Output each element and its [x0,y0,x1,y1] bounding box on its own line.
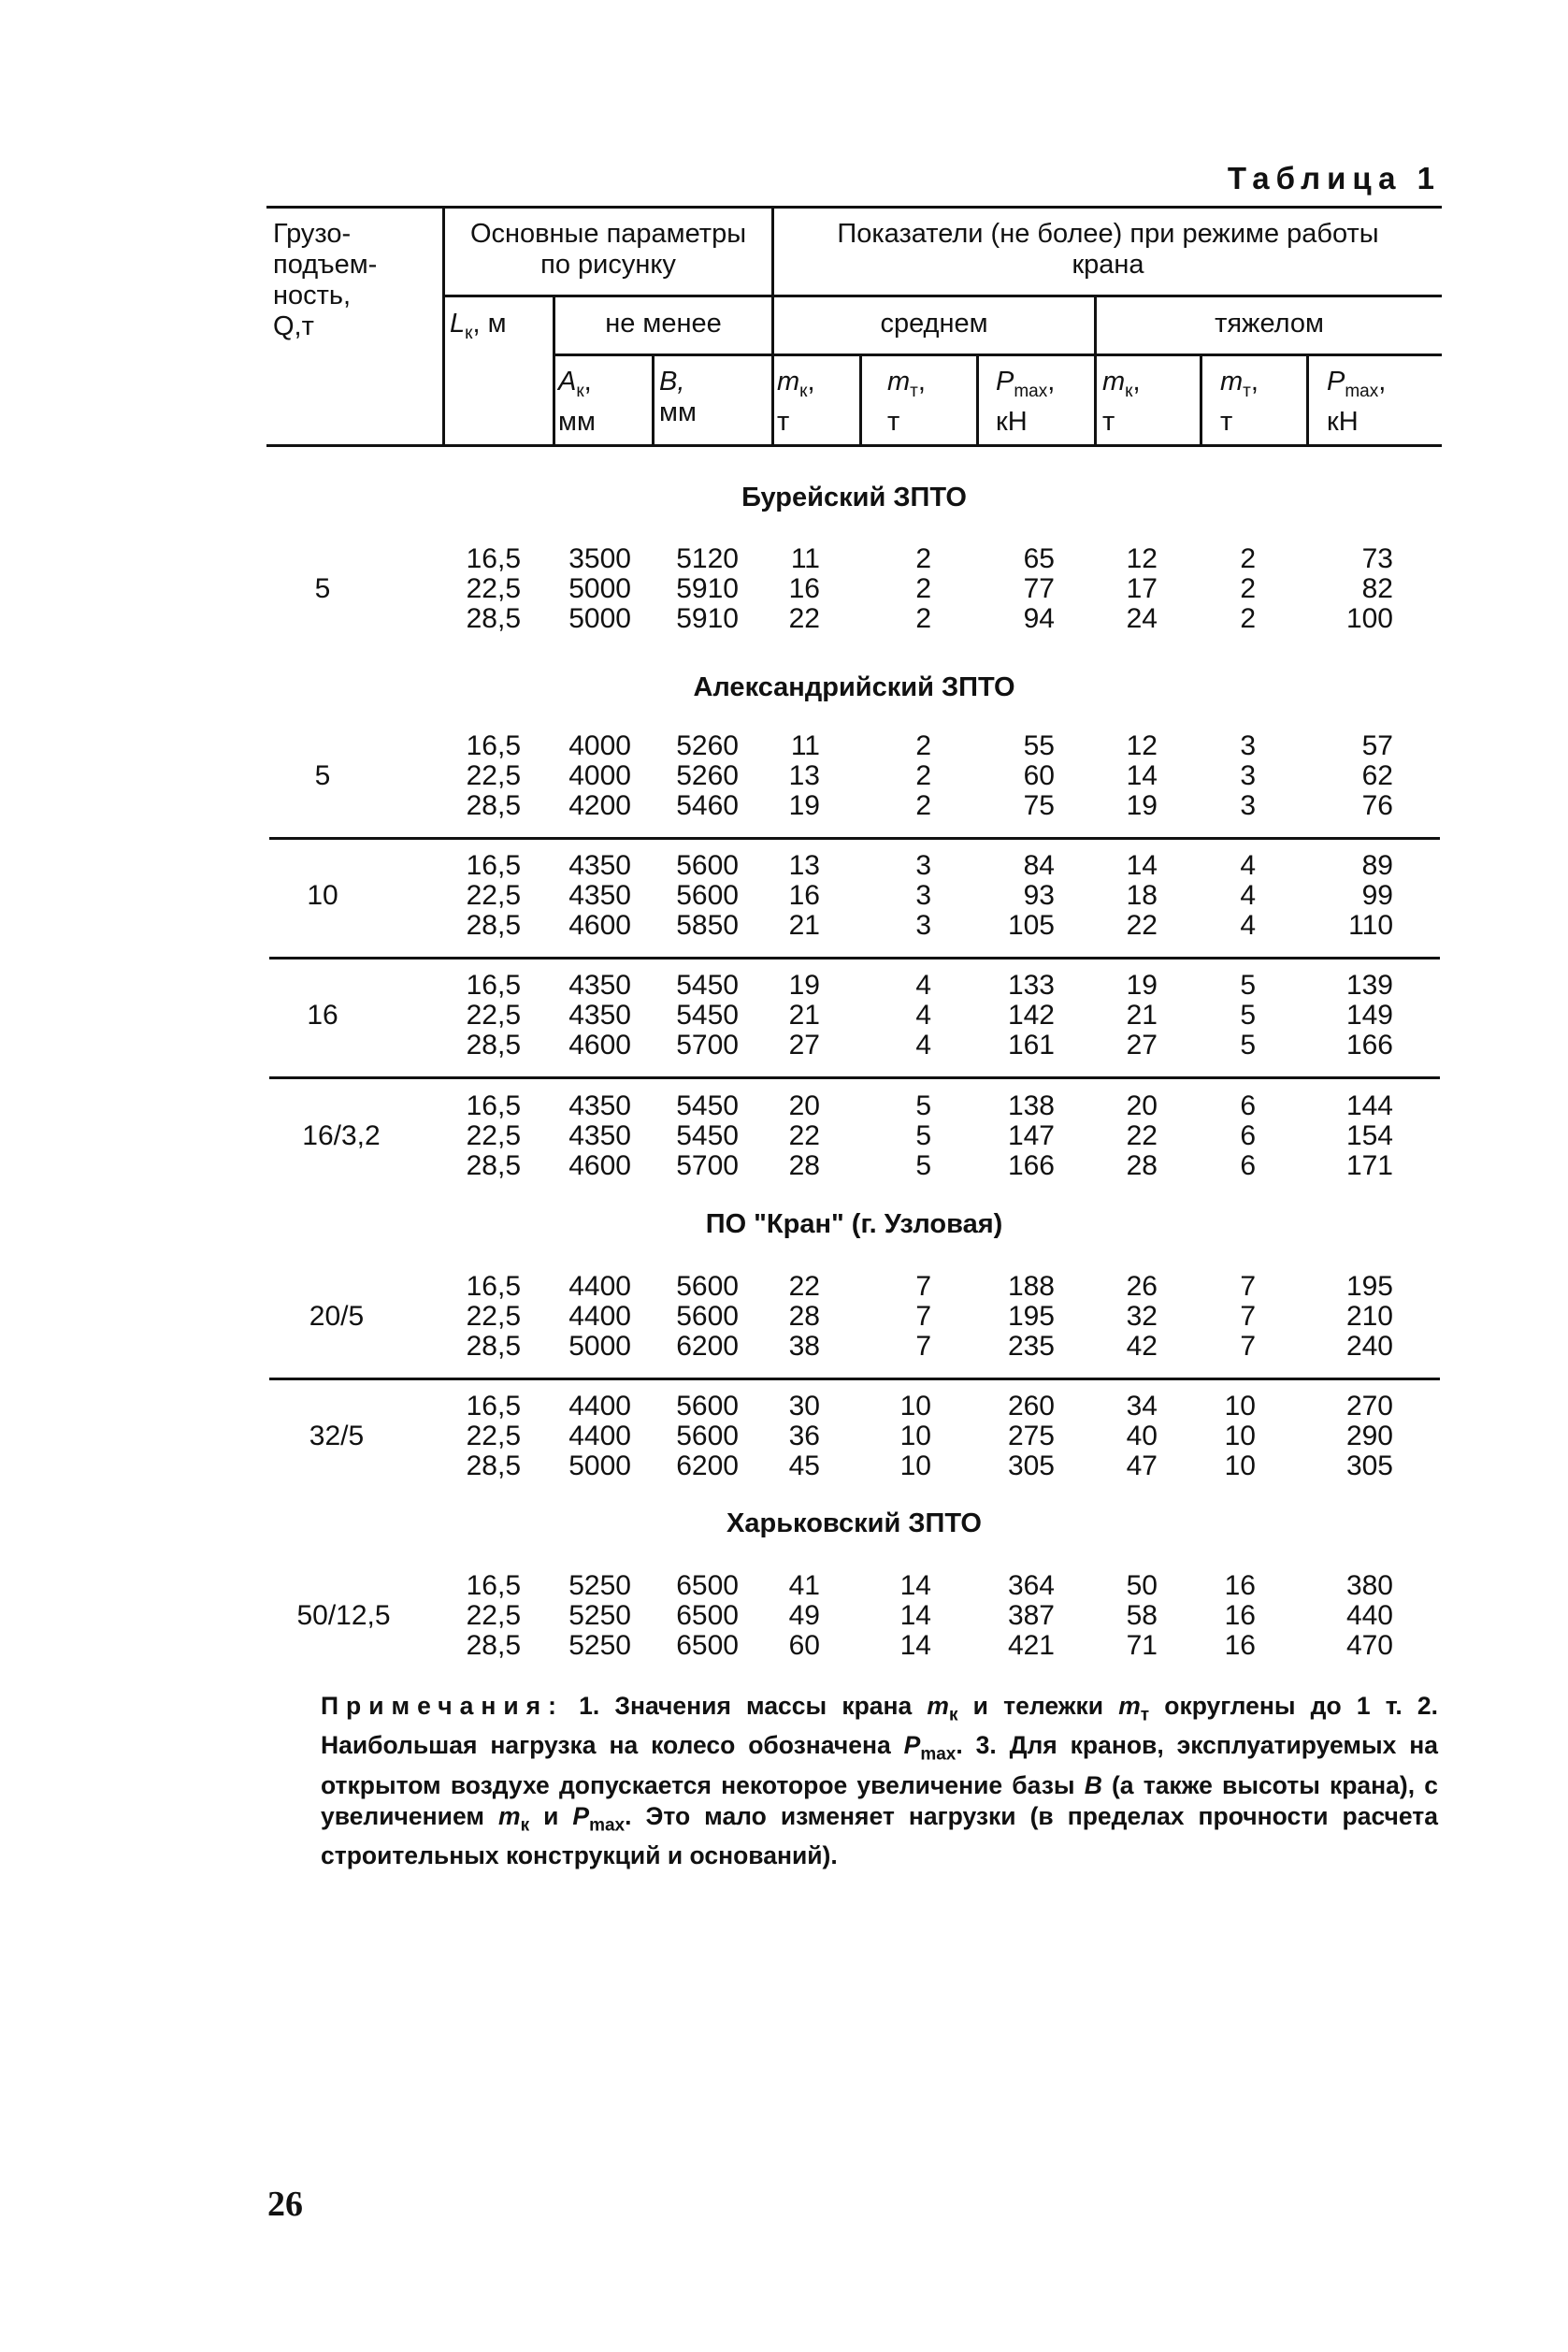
table-cell-col-mt-heavy: 6 [1240,1120,1256,1151]
table-cell-col-ak: 4000 [568,730,631,761]
table-cell-col-mt-heavy: 10 [1224,1450,1256,1481]
table-cell-col-pmax-medium: 60 [1023,760,1055,791]
header-vline-3 [652,354,655,447]
table-cell-col-pmax-heavy: 76 [1361,790,1393,821]
table-cell-col-mk-medium: 45 [788,1450,820,1481]
table-cell-col-mk-medium: 21 [788,1000,820,1031]
table-cell-col-pmax-medium: 305 [1007,1450,1055,1481]
table-cell-col-b: 5450 [676,1000,739,1031]
table-cell-col-pmax-heavy: 73 [1361,543,1393,574]
table-cell-col-mt-medium: 10 [899,1391,931,1421]
table-cell-col-pmax-heavy: 82 [1361,573,1393,604]
table-cell-col-mt-heavy: 2 [1240,603,1256,634]
table-cell-col-pmax-heavy: 166 [1345,1030,1393,1061]
indicators-header: Показатели (не более) при режиме работы крана [837,219,1379,280]
section-title-alexandria: Александрийский ЗПТО [693,672,1015,702]
section-title-bureya: Бурейский ЗПТО [741,483,967,512]
table-cell-col-mk-medium: 22 [788,1271,820,1302]
table-cell-col-b: 5260 [676,760,739,791]
group-capacity: 50/12,5 [296,1600,391,1631]
table-cell-col-pmax-medium: 77 [1023,573,1055,604]
table-cell-col-lk: 16,5 [466,1570,521,1601]
table-cell-col-b: 5600 [676,850,739,881]
table-cell-col-ak: 5250 [568,1630,631,1661]
table-cell-col-ak: 4400 [568,1301,631,1332]
table-cell-col-mk-medium: 21 [788,910,820,941]
group-capacity: 20/5 [309,1301,365,1332]
table-cell-col-lk: 22,5 [466,760,521,791]
table-cell-col-pmax-heavy: 210 [1345,1301,1393,1332]
table-cell-col-pmax-medium: 105 [1007,910,1055,941]
table-cell-col-lk: 16,5 [466,730,521,761]
table-cell-col-lk: 28,5 [466,1331,521,1362]
table-row [0,1571,1568,1601]
header-vline-8 [1200,354,1202,447]
table-cell-col-ak: 5250 [568,1600,631,1631]
table-cell-col-mt-heavy: 7 [1240,1271,1256,1302]
table-row [0,851,1568,881]
table-cell-col-mt-medium: 4 [915,970,931,1001]
table-cell-col-mt-heavy: 16 [1224,1570,1256,1601]
table-cell-col-ak: 4350 [568,1000,631,1031]
table-cell-col-mk-medium: 22 [788,1120,820,1151]
table-row [0,544,1568,574]
table-cell-col-mt-medium: 4 [915,1030,931,1061]
table-notes: Примечания: 1. Значения массы крана $m_к$ и тележки $m_т$ округлены до 1 т. 2. Наибольшая нагрузка на колесо обозначена $P_{max}$. 3. Для кранов, эксплуатируемых на открытом воздухе допускается некоторое увеличение базы В (а также высоты крана), с увеличением $m_к$ и $P_{max}$. Это мало изменяет нагрузки (в пределах прочности расчета строительных конструкций и оснований). [321,1692,1439,1869]
table-cell-col-ak: 5250 [568,1570,631,1601]
table-cell-col-mt-medium: 3 [915,910,931,941]
table-cell-col-mt-heavy: 7 [1240,1331,1256,1362]
table-cell-col-mk-medium: 60 [788,1630,820,1661]
table-cell-col-mt-heavy: 4 [1240,910,1256,941]
table-cell-col-mk-medium: 36 [788,1421,820,1451]
section-title-kharkov: Харьковский ЗПТО [726,1508,982,1538]
group-separator [269,1076,1440,1079]
table-cell-col-mk-heavy: 27 [1126,1030,1158,1061]
mt-heavy-header: $m_т$, т [1220,367,1259,437]
not-less-header: не менее [605,309,722,339]
table-row [0,1601,1568,1631]
table-row [0,761,1568,791]
group-capacity: 10 [307,880,338,911]
table-row [0,604,1568,634]
table-cell-col-mk-medium: 22 [788,603,820,634]
table-cell-col-b: 6200 [676,1331,739,1362]
table-cell-col-b: 6500 [676,1630,739,1661]
table-cell-col-mt-heavy: 6 [1240,1090,1256,1121]
table-cell-col-pmax-heavy: 470 [1345,1630,1393,1661]
table-cell-col-pmax-medium: 387 [1007,1600,1055,1631]
table-cell-col-lk: 22,5 [466,573,521,604]
table-cell-col-ak: 5000 [568,1450,631,1481]
table-cell-col-b: 6200 [676,1450,739,1481]
table-cell-col-mt-heavy: 2 [1240,573,1256,604]
table-cell-col-mt-medium: 2 [915,543,931,574]
table-cell-col-pmax-heavy: 149 [1345,1000,1393,1031]
table-cell-col-mk-heavy: 40 [1126,1421,1158,1451]
table-cell-col-mt-heavy: 10 [1224,1391,1256,1421]
ak-header: $А_к$, мм [558,367,596,437]
table-cell-col-lk: 16,5 [466,850,521,881]
header-vline-9 [1306,354,1309,447]
mk-medium-header: $m_к$, т [777,367,815,437]
group-capacity: 5 [314,573,331,604]
table-cell-col-mk-heavy: 19 [1126,970,1158,1001]
table-cell-col-mk-medium: 20 [788,1090,820,1121]
table-cell-col-pmax-medium: 188 [1007,1271,1055,1302]
table-cell-col-pmax-medium: 55 [1023,730,1055,761]
table-cell-col-mt-medium: 14 [899,1600,931,1631]
table-cell-col-b: 5600 [676,880,739,911]
table-cell-col-mk-heavy: 20 [1126,1090,1158,1121]
table-cell-col-mk-medium: 11 [790,543,820,574]
table-cell-col-pmax-medium: 75 [1023,790,1055,821]
table-header [266,206,1442,447]
table-cell-col-mt-medium: 5 [915,1120,931,1151]
pmax-medium-header: $P_{max}$, кН [996,367,1056,437]
table-row [0,1091,1568,1121]
table-cell-col-b: 5450 [676,1090,739,1121]
table-cell-col-pmax-heavy: 99 [1361,880,1393,911]
table-row [0,971,1568,1001]
table-cell-col-lk: 16,5 [466,1090,521,1121]
header-vline-5 [859,354,862,447]
table-cell-col-b: 5700 [676,1030,739,1061]
table-cell-col-ak: 4350 [568,970,631,1001]
table-cell-col-b: 5460 [676,790,739,821]
capacity-header: Грузо- подъем- ность, Q,т [273,219,378,341]
table-cell-col-ak: 5000 [568,1331,631,1362]
table-cell-col-b: 5120 [676,543,739,574]
table-cell-col-mt-medium: 7 [915,1331,931,1362]
b-header: В, мм [659,367,697,427]
group-capacity: 5 [314,760,331,791]
main-params-header: Основные параметры по рисунку [469,219,747,280]
table-cell-col-mk-heavy: 24 [1126,603,1158,634]
table-cell-col-ak: 4600 [568,1150,631,1181]
table-label: Таблица 1 [1227,161,1441,195]
table-cell-col-mk-medium: 28 [788,1150,820,1181]
notes-label: Примечания: [321,1692,564,1720]
table-cell-col-mt-medium: 14 [899,1570,931,1601]
table-row [0,1392,1568,1421]
table-cell-col-lk: 28,5 [466,910,521,941]
table-cell-col-mt-medium: 2 [915,730,931,761]
lk-header: $L_к$, м [450,309,507,343]
table-cell-col-ak: 5000 [568,573,631,604]
table-cell-col-mt-heavy: 10 [1224,1421,1256,1451]
table-cell-col-b: 5910 [676,573,739,604]
table-cell-col-mt-heavy: 7 [1240,1301,1256,1332]
table-cell-col-pmax-heavy: 110 [1348,910,1393,941]
table-cell-col-mk-heavy: 47 [1126,1450,1158,1481]
table-cell-col-b: 6500 [676,1600,739,1631]
table-cell-col-b: 6500 [676,1570,739,1601]
table-cell-col-ak: 4400 [568,1271,631,1302]
table-cell-col-ak: 4350 [568,880,631,911]
table-cell-col-ak: 4350 [568,850,631,881]
table-cell-col-lk: 22,5 [466,1600,521,1631]
table-cell-col-lk: 16,5 [466,970,521,1001]
table-cell-col-lk: 22,5 [466,880,521,911]
table-cell-col-mk-heavy: 19 [1126,790,1158,821]
table-cell-col-pmax-medium: 161 [1007,1030,1055,1061]
table-cell-col-pmax-medium: 364 [1007,1570,1055,1601]
group-capacity: 32/5 [309,1421,365,1451]
table-cell-col-mk-heavy: 22 [1126,910,1158,941]
table-cell-col-mt-medium: 3 [915,850,931,881]
table-cell-col-mt-heavy: 5 [1240,970,1256,1001]
table-cell-col-mt-medium: 2 [915,760,931,791]
table-cell-col-pmax-heavy: 195 [1345,1271,1393,1302]
table-cell-col-lk: 28,5 [466,790,521,821]
table-row [0,1332,1568,1362]
table-cell-col-lk: 28,5 [466,1150,521,1181]
table-cell-col-b: 5910 [676,603,739,634]
table-cell-col-pmax-heavy: 240 [1345,1331,1393,1362]
table-cell-col-ak: 5000 [568,603,631,634]
table-cell-col-pmax-heavy: 290 [1345,1421,1393,1451]
table-cell-col-ak: 4350 [568,1120,631,1151]
table-cell-col-mk-medium: 16 [788,573,820,604]
table-row [0,1421,1568,1451]
table-cell-col-mk-heavy: 21 [1126,1000,1158,1031]
table-cell-col-mt-heavy: 4 [1240,880,1256,911]
table-cell-col-mt-heavy: 3 [1240,760,1256,791]
table-cell-col-pmax-medium: 195 [1007,1301,1055,1332]
table-cell-col-mt-medium: 2 [915,790,931,821]
table-cell-col-mk-heavy: 12 [1126,730,1158,761]
table-cell-col-mk-medium: 27 [788,1030,820,1061]
table-cell-col-lk: 28,5 [466,1630,521,1661]
table-cell-col-mt-medium: 3 [915,880,931,911]
page-number: 26 [267,2185,303,2224]
table-cell-col-lk: 28,5 [466,1030,521,1061]
table-cell-col-mt-heavy: 16 [1224,1600,1256,1631]
table-cell-col-mk-heavy: 34 [1126,1391,1158,1421]
group-separator [269,957,1440,960]
table-cell-col-pmax-heavy: 305 [1345,1450,1393,1481]
table-cell-col-mt-medium: 5 [915,1150,931,1181]
table-cell-col-mt-heavy: 5 [1240,1000,1256,1031]
table-cell-col-b: 5600 [676,1391,739,1421]
header-vline-6 [976,354,979,447]
table-cell-col-ak: 4200 [568,790,631,821]
table-cell-col-pmax-medium: 84 [1023,850,1055,881]
table-cell-col-lk: 28,5 [466,603,521,634]
table-cell-col-pmax-medium: 166 [1007,1150,1055,1181]
table-cell-col-pmax-heavy: 270 [1345,1391,1393,1421]
table-cell-col-mk-heavy: 28 [1126,1150,1158,1181]
table-cell-col-pmax-heavy: 100 [1345,603,1393,634]
medium-mode-header: среднем [880,309,988,339]
table-cell-col-mk-medium: 16 [788,880,820,911]
table-cell-col-mt-medium: 2 [915,573,931,604]
mt-medium-header: $m_т$, т [887,367,926,437]
table-cell-col-pmax-heavy: 154 [1345,1120,1393,1151]
table-row [0,1151,1568,1181]
table-cell-col-b: 5700 [676,1150,739,1181]
table-cell-col-lk: 28,5 [466,1450,521,1481]
group-capacity: 16 [307,1000,338,1031]
table-cell-col-pmax-heavy: 62 [1361,760,1393,791]
table-cell-col-mt-heavy: 4 [1240,850,1256,881]
table-cell-col-mk-medium: 13 [788,760,820,791]
table-cell-col-pmax-medium: 133 [1007,970,1055,1001]
table-cell-col-ak: 4400 [568,1421,631,1451]
table-cell-col-lk: 16,5 [466,1391,521,1421]
table-cell-col-mk-medium: 28 [788,1301,820,1332]
table-row [0,1451,1568,1481]
table-cell-col-mt-medium: 4 [915,1000,931,1031]
table-row [0,1031,1568,1061]
group-separator [269,1378,1440,1380]
table-cell-col-mt-heavy: 3 [1240,730,1256,761]
table-cell-col-lk: 22,5 [466,1120,521,1151]
table-row [0,881,1568,911]
table-cell-col-pmax-medium: 421 [1007,1630,1055,1661]
table-cell-col-mt-heavy: 16 [1224,1630,1256,1661]
table-cell-col-lk: 22,5 [466,1421,521,1451]
table-cell-col-mk-medium: 11 [790,730,820,761]
table-cell-col-ak: 4600 [568,910,631,941]
table-row [0,791,1568,821]
table-cell-col-pmax-heavy: 171 [1345,1150,1393,1181]
table-cell-col-mk-heavy: 71 [1126,1630,1158,1661]
table-cell-col-pmax-medium: 235 [1007,1331,1055,1362]
table-cell-col-mk-medium: 13 [788,850,820,881]
table-cell-col-mk-heavy: 22 [1126,1120,1158,1151]
table-cell-col-pmax-medium: 147 [1007,1120,1055,1151]
table-cell-col-pmax-medium: 275 [1007,1421,1055,1451]
table-cell-col-b: 5600 [676,1421,739,1451]
group-capacity: 16/3,2 [302,1120,381,1151]
table-cell-col-b: 5260 [676,730,739,761]
table-row [0,1001,1568,1031]
table-cell-col-mt-medium: 7 [915,1271,931,1302]
table-cell-col-b: 5600 [676,1301,739,1332]
table-row [0,1272,1568,1302]
table-cell-col-mk-medium: 30 [788,1391,820,1421]
table-cell-col-pmax-medium: 94 [1023,603,1055,634]
table-row [0,911,1568,941]
table-cell-col-b: 5600 [676,1271,739,1302]
table-cell-col-mk-medium: 41 [788,1570,820,1601]
table-cell-col-mk-heavy: 58 [1126,1600,1158,1631]
table-cell-col-mt-medium: 10 [899,1450,931,1481]
table-cell-col-mk-heavy: 12 [1126,543,1158,574]
table-row [0,731,1568,761]
table-cell-col-pmax-heavy: 57 [1361,730,1393,761]
table-cell-col-ak: 4000 [568,760,631,791]
pmax-heavy-header: $P_{max}$, кН [1327,367,1387,437]
table-cell-col-mk-heavy: 50 [1126,1570,1158,1601]
table-cell-col-lk: 16,5 [466,543,521,574]
table-cell-col-lk: 16,5 [466,1271,521,1302]
table-cell-col-mt-medium: 7 [915,1301,931,1332]
table-row [0,1302,1568,1332]
table-cell-col-pmax-medium: 260 [1007,1391,1055,1421]
table-cell-col-ak: 4400 [568,1391,631,1421]
table-cell-col-mt-medium: 5 [915,1090,931,1121]
table-cell-col-b: 5450 [676,1120,739,1151]
table-cell-col-mt-medium: 14 [899,1630,931,1661]
table-row [0,1631,1568,1661]
table-cell-col-mk-heavy: 42 [1126,1331,1158,1362]
table-cell-col-lk: 22,5 [466,1000,521,1031]
table-cell-col-pmax-heavy: 380 [1345,1570,1393,1601]
mk-heavy-header: $m_к$, т [1102,367,1141,437]
table-cell-col-ak: 3500 [568,543,631,574]
table-cell-col-mk-heavy: 26 [1126,1271,1158,1302]
table-cell-col-mt-heavy: 2 [1240,543,1256,574]
table-cell-col-mk-medium: 19 [788,790,820,821]
table-cell-col-b: 5450 [676,970,739,1001]
heavy-mode-header: тяжелом [1215,309,1324,339]
table-cell-col-pmax-heavy: 89 [1361,850,1393,881]
table-cell-col-mk-heavy: 14 [1126,760,1158,791]
header-line-2 [442,295,1442,297]
table-cell-col-mk-heavy: 32 [1126,1301,1158,1332]
table-cell-col-mk-heavy: 17 [1126,573,1158,604]
table-cell-col-mk-medium: 38 [788,1331,820,1362]
table-cell-col-pmax-medium: 142 [1007,1000,1055,1031]
table-cell-col-mk-heavy: 14 [1126,850,1158,881]
table-cell-col-mt-medium: 2 [915,603,931,634]
table-cell-col-mt-heavy: 6 [1240,1150,1256,1181]
table-cell-col-pmax-heavy: 144 [1345,1090,1393,1121]
table-cell-col-pmax-medium: 138 [1007,1090,1055,1121]
table-cell-col-b: 5850 [676,910,739,941]
table-cell-col-mt-heavy: 5 [1240,1030,1256,1061]
table-cell-col-ak: 4600 [568,1030,631,1061]
table-cell-col-pmax-medium: 93 [1023,880,1055,911]
table-cell-col-mk-heavy: 18 [1126,880,1158,911]
table-cell-col-lk: 22,5 [466,1301,521,1332]
table-cell-col-pmax-heavy: 139 [1345,970,1393,1001]
table-cell-col-mk-medium: 19 [788,970,820,1001]
table-cell-col-pmax-medium: 65 [1023,543,1055,574]
section-title-kran: ПО "Кран" (г. Узловая) [705,1209,1003,1239]
table-cell-col-mt-medium: 10 [899,1421,931,1451]
table-cell-col-pmax-heavy: 440 [1345,1600,1393,1631]
table-row [0,1121,1568,1151]
group-separator [269,837,1440,840]
table-cell-col-mk-medium: 49 [788,1600,820,1631]
table-cell-col-mt-heavy: 3 [1240,790,1256,821]
table-row [0,574,1568,604]
table-cell-col-ak: 4350 [568,1090,631,1121]
